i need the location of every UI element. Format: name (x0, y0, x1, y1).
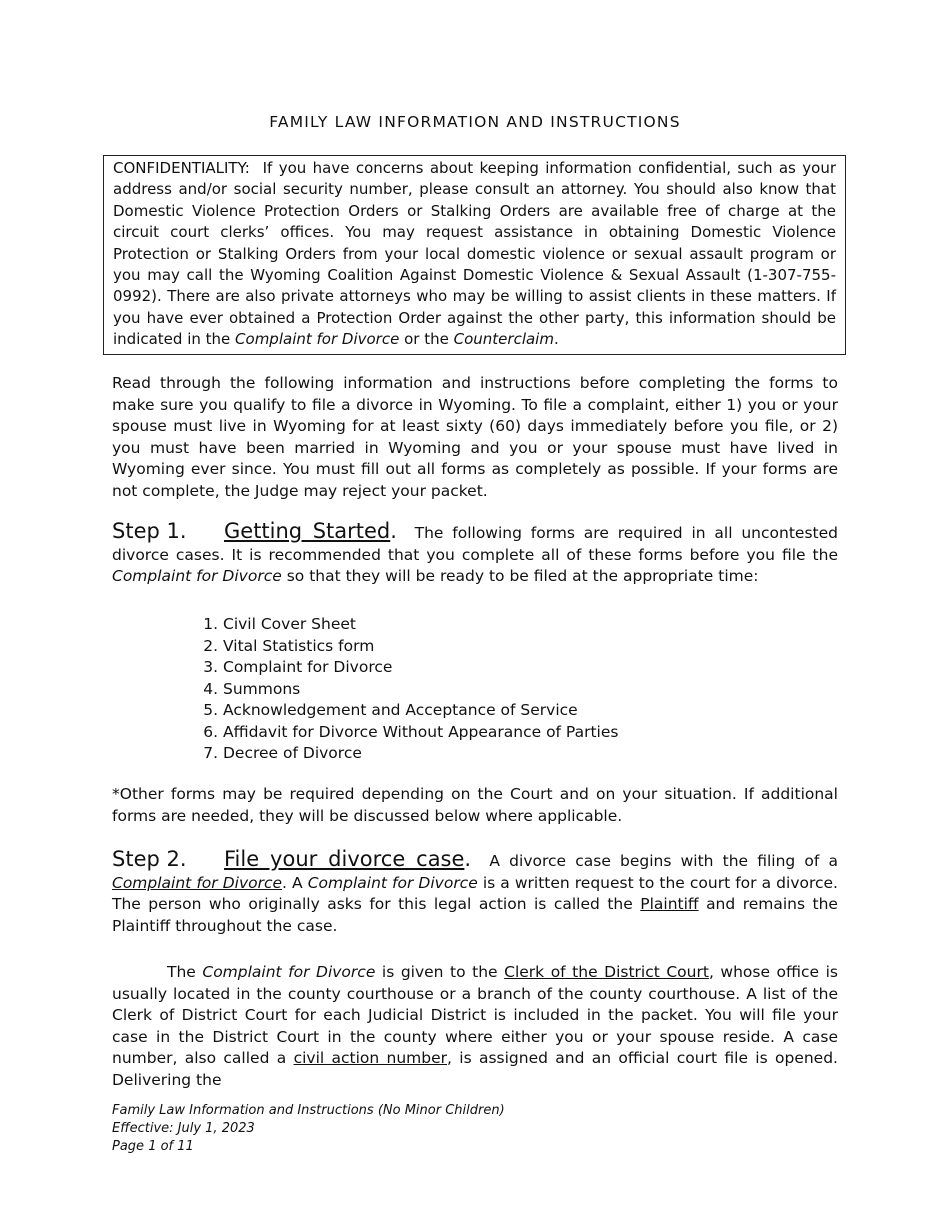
other-forms-note: *Other forms may be required depending on the Court and on your situation. If additional forms are needed, they will be discussed below where applicable. (112, 785, 838, 825)
step-2-text-2: . A (282, 873, 303, 892)
step-1-number: Step 1. (112, 519, 187, 543)
step-2-number: Step 2. (112, 847, 187, 871)
step-2-dot: . (464, 847, 472, 871)
list-item: 2. Vital Statistics form (223, 636, 618, 658)
footer-page-number: Page 1 of 11 (112, 1139, 194, 1154)
intro-paragraph: Read through the following information and instructions before completing the forms to make sure you qualify to file a divorce in Wyoming. To file a complaint, either 1) you or your spouse must live in Wyoming for at least sixty (60) days immediately before you file, or 2) you must have been married in Wyoming and you or your spouse must have lived in Wyoming ever since. You must fill out all forms as completely as possible. If your forms are not complete, the Judge may reject your packet. (112, 374, 838, 500)
list-item: 7. Decree of Divorce (223, 743, 618, 765)
clerk-paragraph (112, 962, 838, 1092)
complaint-ref: Complaint for Divorce (307, 873, 478, 892)
civil-action-term: civil action number (293, 1049, 448, 1068)
plaintiff-term: Plaintiff (640, 895, 699, 914)
para-2-text-1: is given to the (381, 963, 498, 981)
step-2-title: File your divorce case (224, 847, 465, 871)
confidentiality-notice (103, 155, 846, 355)
complaint-ref: Complaint for Divorce (202, 963, 376, 981)
step-1-paragraph (112, 521, 838, 588)
complaint-link: Complaint for Divorce (112, 873, 283, 892)
para-2-text-2: , whose office is usually located in the county courthouse or a branch of the county courthouse. A list of the Clerk of District Court for each Judicial District is included in the packet. You will file your case in the District Court in the county where either you or your spouse reside. A case number, also called a (112, 963, 838, 1068)
step-1-dot: . (390, 519, 397, 543)
period-text: . (553, 330, 559, 349)
page-footer (112, 1102, 505, 1156)
complaint-ref: Complaint for Divorce (235, 330, 400, 349)
step-2-text-4: and remains the Plaintiff throughout the case. (112, 895, 838, 935)
confidentiality-text: If you have concerns about keeping information confidential, such as your address and/or social security number, please consult an attorney. You should also know that Domestic Violence Protection Orders or Stalking Orders are available free of charge at the circuit court clerks’ offices. You may request assistance in obtaining Domestic Violence Protection or Stalking Orders from your local domestic violence or sexual assault program or you may call the Wyoming Coalition Against Domestic Violence & Sexual Assault (1-307-755-0992). There are also private attorneys who may be willing to assist clients in these matters. If you have ever obtained a Protection Order against the other party, this information should be indicated in the (113, 159, 836, 349)
step-2-heading (112, 847, 471, 871)
para-2-text-3: , is assigned and an official court file is opened. Delivering the (112, 1049, 838, 1089)
list-item: 3. Complaint for Divorce (223, 657, 618, 679)
step-1-title: Getting Started (224, 519, 391, 543)
footer-effective-date: Effective: July 1, 2023 (112, 1121, 255, 1136)
step-1-text-2: so that they will be ready to be filed at the appropriate time: (286, 567, 759, 586)
counterclaim-ref: Counterclaim (453, 330, 554, 349)
step-1-heading (112, 519, 397, 543)
step-2-text-1: A divorce case begins with the filing of a (489, 852, 838, 870)
page-title: FAMILY LAW INFORMATION AND INSTRUCTIONS (269, 113, 681, 131)
clerk-term: Clerk of the District Court (504, 963, 709, 981)
step-1-text: The following forms are required in all uncontested divorce cases. It is recommended that you complete all of these forms before you file the (112, 524, 838, 564)
footer-document-title: Family Law Information and Instructions (No Minor Children) (112, 1103, 505, 1118)
list-item: 1. Civil Cover Sheet (223, 614, 618, 636)
list-item: 4. Summons (223, 679, 618, 701)
list-item: 6. Affidavit for Divorce Without Appearance of Parties (223, 722, 618, 744)
list-item: 5. Acknowledgement and Acceptance of Service (223, 700, 618, 722)
step-1-complaint-ref: Complaint for Divorce (112, 567, 282, 586)
confidentiality-label: CONFIDENTIALITY: (113, 159, 250, 177)
step-2-text-3: is a written request to the court for a divorce. The person who originally asks for this legal action is called the (112, 873, 838, 914)
step-2-paragraph (112, 849, 838, 937)
or-the-text: or the (404, 330, 449, 349)
required-forms-list (195, 614, 618, 765)
para-2-the: The (167, 963, 196, 981)
